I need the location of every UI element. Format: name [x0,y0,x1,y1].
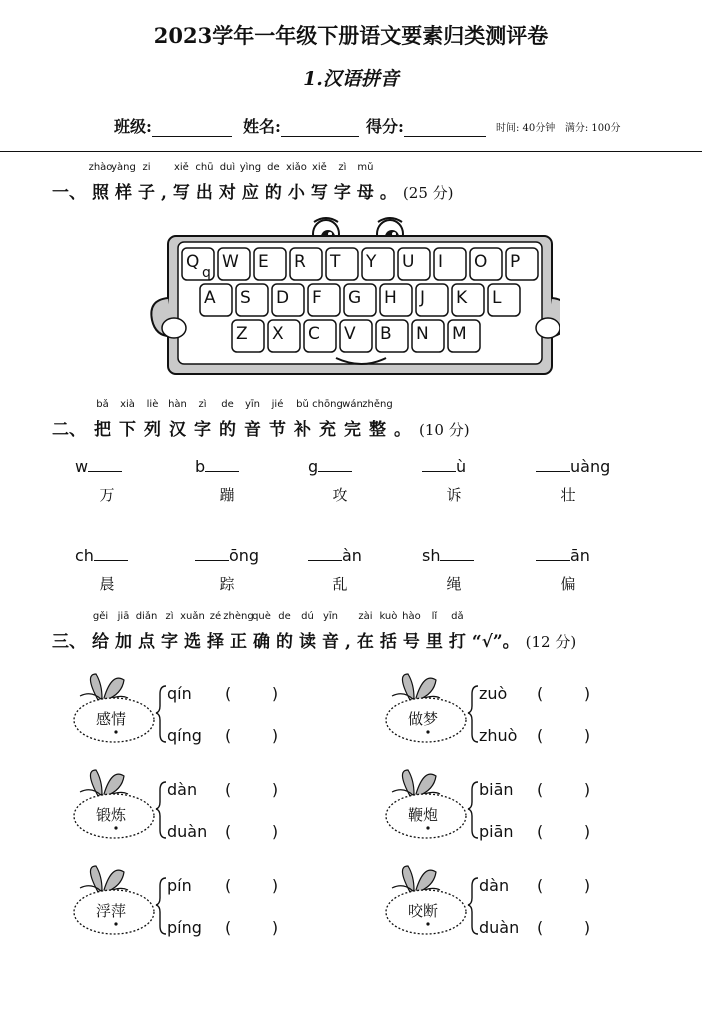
key-label: Y [366,252,377,272]
page-title: 2023学年一年级下册语文要素归类测评卷 [153,23,549,48]
brace-icon [468,878,478,934]
key-label: Q [186,252,200,272]
q3-char-text: “√”。 [471,632,520,652]
q2-pinyin: bǎ [96,399,109,410]
pinyin-prefix: w [75,457,89,476]
hanzi-char: 乱 [332,575,348,593]
option-pinyin: dàn [479,876,510,895]
q1-char [161,183,167,203]
q1-pinyin: zhào [88,162,113,173]
class-field [114,114,232,137]
q1-pinyin: de [267,162,280,173]
key-label: A [204,288,216,308]
hanzi-char: 晨 [99,575,115,593]
q3-char-text: 三、 [52,632,86,652]
q3-pinyin: diǎn [135,611,158,622]
q1-pinyin: mǔ [357,162,374,173]
q1-char [264,162,282,203]
pinyin-fill-item [308,546,362,565]
key-label: C [308,324,320,344]
q2-pinyin: liè [146,399,159,410]
key-label: K [456,288,468,308]
q2-char [312,399,343,440]
q1-char-text: 应 [241,183,259,203]
reading-option [167,918,278,937]
hanzi-char: 绳 [446,575,462,593]
brace-icon [156,782,166,838]
q2-char [119,399,136,440]
q2-char-text: 二、 [52,420,86,440]
reading-option [167,822,278,841]
q3-char-text: 确 [253,632,270,652]
option-pinyin: pín [167,876,192,895]
pinyin-fill-item [75,546,128,565]
q1-char-text: 出 [195,183,213,203]
answer-paren[interactable]: ( ) [537,780,591,799]
q1-char-text: 字 [333,183,351,203]
hanzi-char: 诉 [446,486,462,504]
q2-char [269,399,286,440]
q3-char [322,611,339,652]
hanzi-char: 万 [99,486,115,504]
pinyin-suffix: ōng [229,546,260,565]
q2-pinyin: wán [342,399,363,410]
pinyin-blank[interactable] [308,546,342,561]
q3-pinyin: gěi [92,611,109,622]
key-label: B [380,324,392,344]
pinyin-blank[interactable] [94,546,128,561]
q1-char [172,162,190,203]
q1-char-text: 。 [379,183,397,203]
q2-char-text: 音 [244,420,261,440]
q3-pinyin: zé [209,611,222,622]
score-field [366,114,486,137]
q3-heading [52,611,577,652]
q3-char-text: 给 [92,632,109,652]
answer-paren[interactable]: ( ) [537,918,591,937]
option-pinyin: zhuò [479,726,518,745]
q3-pinyin: zì [165,611,174,622]
q3-char-text: 音 [322,632,339,652]
keyboard-illustration [140,210,560,380]
q3-pinyin: zài [358,611,373,622]
answer-paren[interactable]: ( ) [225,876,279,895]
reading-choice-item [384,672,624,752]
q1-char-text: 写 [310,183,328,203]
pinyin-blank[interactable] [318,457,352,472]
example-lowercase: q [202,265,211,281]
q1-char-text: 的 [264,183,282,203]
q3-char [345,632,351,652]
q2-char [244,399,261,440]
q3-char [161,611,178,652]
q1-char [111,162,136,203]
q3-char-text: 括 [379,632,397,652]
reading-option [479,726,590,745]
option-pinyin: qíng [167,726,202,745]
reading-choice-item [384,768,624,848]
score-label: 得分: [366,117,404,136]
option-pinyin: piān [479,822,514,841]
q3-char [135,611,158,652]
target-word: 锻炼 [96,806,127,824]
reading-option [479,780,590,799]
q1-pinyin: duì [219,162,236,173]
q1-pinyin: xiě [311,162,327,173]
pinyin-prefix: g [308,457,319,476]
q1-char-text: 照 [92,183,109,203]
reading-choice-item [72,864,312,944]
q3-char [180,611,205,652]
q2-char [342,399,363,440]
q1-char-text: 写 [172,183,190,203]
q1-char-text: , [161,183,167,203]
q2-char [294,399,311,440]
q2-char [394,415,411,440]
q1-char-text: 母 [356,183,374,203]
q2-char-text: 把 [94,420,111,440]
key-label: N [416,324,429,344]
q1-char [380,178,397,203]
q1-heading [52,162,454,203]
name-blank[interactable] [281,120,359,137]
pinyin-blank[interactable] [440,546,474,561]
key-label: S [240,288,251,308]
pinyin-fill-item [75,457,122,476]
reading-choice-item [384,864,624,944]
q2-char-text: 完 [344,420,361,440]
reading-option [167,780,278,799]
key-label: V [344,324,356,344]
answer-paren[interactable]: ( ) [537,822,591,841]
key-label: H [384,288,397,308]
q3-char-text: 点 [138,632,155,652]
q2-pinyin: bǔ [296,399,309,410]
pinyin-blank[interactable] [205,457,239,472]
target-word: 鞭炮 [408,806,439,824]
q2-char [52,415,86,440]
q3-char [223,611,254,652]
q3-pinyin: dú [301,611,314,622]
option-pinyin: duàn [479,918,520,937]
q2-pinyin: zhěng [362,399,393,410]
reading-option [479,684,590,703]
q3-score: (12 分) [525,633,577,651]
reading-option [479,822,590,841]
q3-char-text: 择 [207,632,224,652]
name-field [243,114,359,137]
pinyin-blank[interactable] [536,546,570,561]
answer-paren[interactable]: ( ) [537,876,591,895]
answer-paren[interactable]: ( ) [537,684,591,703]
q3-char-text: 加 [115,632,132,652]
key-label: L [492,288,502,308]
key-label: P [510,252,521,272]
q2-char [168,399,187,440]
q3-char-text: 在 [356,632,374,652]
q3-char-text: 里 [425,632,443,652]
q3-char [115,611,132,652]
q2-char-text: 。 [394,420,411,440]
brace-icon [156,686,166,742]
q1-score: (25 分) [402,184,454,202]
q2-char-text: 节 [269,420,286,440]
reading-option [167,726,278,745]
hanzi-char: 踪 [219,575,235,593]
pinyin-fill-item [422,457,466,476]
q3-pinyin: lǐ [431,611,438,622]
answer-paren[interactable]: ( ) [537,726,591,745]
score-blank[interactable] [404,120,486,137]
q2-char-text: 下 [119,420,136,440]
q2-pinyin: xià [120,399,135,410]
q1-char [218,162,236,203]
key-label: G [348,288,362,308]
pinyin-fill-item [308,457,352,476]
key-label: W [222,252,239,272]
brace-icon [156,878,166,934]
q3-char [379,611,398,652]
pinyin-blank[interactable] [88,457,122,472]
key-label: F [312,288,322,308]
q3-char [252,611,271,652]
pinyin-suffix: uàng [570,457,611,476]
q3-pinyin: hào [402,611,421,622]
pinyin-fill-item [422,546,474,565]
reading-choice-item [72,672,312,752]
q3-char-text: 的 [276,632,293,652]
q1-pinyin: xiǎo [285,162,307,173]
answer-paren[interactable]: ( ) [225,726,279,745]
left-hand-icon [162,318,186,338]
answer-paren[interactable]: ( ) [225,822,279,841]
key-label: U [402,252,415,272]
option-pinyin: duàn [167,822,208,841]
pinyin-fill-item [195,457,239,476]
key-label: O [474,252,488,272]
q1-char [138,162,155,203]
q3-char-text: 号 [402,632,420,652]
q1-char [88,162,113,203]
pinyin-blank[interactable] [195,546,229,561]
target-word: 浮萍 [96,902,127,920]
answer-paren[interactable]: ( ) [225,918,279,937]
pinyin-fill-item [195,546,259,565]
q3-char-text: 打 [448,632,466,652]
answer-paren[interactable]: ( ) [225,684,279,703]
q1-char [195,162,214,203]
reading-option [167,684,278,703]
q2-char-text: 字 [194,420,211,440]
hanzi-char: 壮 [560,486,576,504]
q2-char [219,399,236,440]
q1-char [52,178,86,203]
q3-char-text: 选 [184,632,201,652]
target-word: 咬断 [408,902,439,920]
q2-char-text: 列 [144,420,161,440]
answer-paren[interactable]: ( ) [225,780,279,799]
q1-char [239,162,262,203]
key-label: J [420,288,426,308]
q2-pinyin: de [221,399,234,410]
q3-char [402,611,421,652]
key-label: Z [236,324,248,344]
pinyin-prefix: b [195,457,206,476]
dot-mark-icon [426,922,429,925]
q3-char [472,627,520,652]
q3-char-text: 正 [230,632,247,652]
q2-pinyin: chōng [312,399,343,410]
exam-meta [496,119,620,134]
reading-option [479,876,590,895]
dot-mark-icon [426,826,429,829]
q2-heading [52,399,470,440]
option-pinyin: píng [167,918,202,937]
q3-pinyin: de [278,611,291,622]
q1-char-text: 子 [138,183,155,203]
reading-option [167,876,278,895]
q3-pinyin: jiā [117,611,130,622]
option-pinyin: zuò [479,684,508,703]
q3-char-text: 字 [161,632,178,652]
brace-icon [468,782,478,838]
q2-char [94,399,111,440]
q1-char-text: 小 [287,183,305,203]
q3-pinyin: kuò [379,611,398,622]
page-subtitle: 1.汉语拼音 [303,68,399,90]
q3-char [299,611,316,652]
pinyin-prefix: ch [75,546,94,565]
key-label: D [276,288,290,308]
q2-char-text: 整 [369,420,386,440]
q2-pinyin: hàn [168,399,187,410]
q2-char-text: 的 [219,420,236,440]
pinyin-suffix: ān [570,546,590,565]
dot-mark-icon [114,922,117,925]
q3-char [207,611,224,652]
q3-pinyin: zhèng [223,611,254,622]
full-score-text: 满分: 100分 [564,123,621,134]
q2-char-text: 充 [319,420,336,440]
q3-char [448,611,466,652]
q2-char [144,399,161,440]
dot-mark-icon [426,730,429,733]
pinyin-blank[interactable] [536,457,570,472]
q1-pinyin: yìng [239,162,262,173]
q1-char [285,162,307,203]
target-word: 感情 [96,710,127,728]
q3-char-text: 读 [299,632,316,652]
option-pinyin: dàn [167,780,198,799]
q3-pinyin: xuǎn [180,611,205,622]
key-label: I [438,252,444,272]
q1-char-text: 一、 [52,183,86,203]
q2-char [194,399,211,440]
class-label: 班级: [114,117,152,136]
q2-pinyin: jié [271,399,284,410]
key-label: R [294,252,306,272]
right-hand-icon [536,318,560,338]
q2-char [362,399,393,440]
key-label: M [452,324,467,344]
pinyin-prefix: sh [422,546,441,565]
q1-pinyin: zi [142,162,151,173]
option-pinyin: biān [479,780,514,799]
dot-mark-icon [114,730,117,733]
pinyin-fill-item [536,546,590,565]
q2-pinyin: zì [198,399,207,410]
reading-choice-item [72,768,312,848]
hanzi-char: 偏 [560,575,576,593]
pinyin-suffix: ù [456,457,467,476]
q3-char-text: , [345,632,351,652]
reading-option [479,918,590,937]
q1-pinyin: chū [195,162,214,173]
q1-pinyin: yàng [111,162,136,173]
q1-char [333,162,351,203]
hanzi-char: 攻 [332,486,348,504]
q3-char [425,611,443,652]
q1-char-text: 样 [115,183,132,203]
option-pinyin: qín [167,684,192,703]
q3-pinyin: què [252,611,271,622]
q1-pinyin: xiě [173,162,189,173]
q1-char-text: 对 [218,183,236,203]
q3-char [52,627,86,652]
pinyin-fill-item [536,457,610,476]
dot-mark-icon [114,826,117,829]
target-word: 做梦 [408,710,439,728]
key-label: T [330,252,341,272]
q3-pinyin: yīn [322,611,339,622]
q1-char [356,162,374,203]
q2-char-text: 汉 [169,420,186,440]
key-label: X [272,324,284,344]
time-text: 时间: 40分钟 [496,123,556,134]
q1-char [310,162,328,203]
name-label: 姓名: [243,117,281,136]
q3-char [276,611,293,652]
q1-pinyin: zì [338,162,347,173]
q2-pinyin: yīn [244,399,261,410]
brace-icon [468,686,478,742]
key-label: E [258,252,269,272]
class-blank[interactable] [152,120,232,137]
q3-char [356,611,374,652]
hanzi-char: 蹦 [219,486,235,504]
pinyin-suffix: àn [342,546,362,565]
q2-char-text: 补 [294,420,311,440]
q2-score: (10 分) [419,421,470,439]
header-divider [0,151,702,152]
q3-pinyin: dǎ [451,611,464,622]
q3-char [92,611,109,652]
pinyin-blank[interactable] [422,457,456,472]
